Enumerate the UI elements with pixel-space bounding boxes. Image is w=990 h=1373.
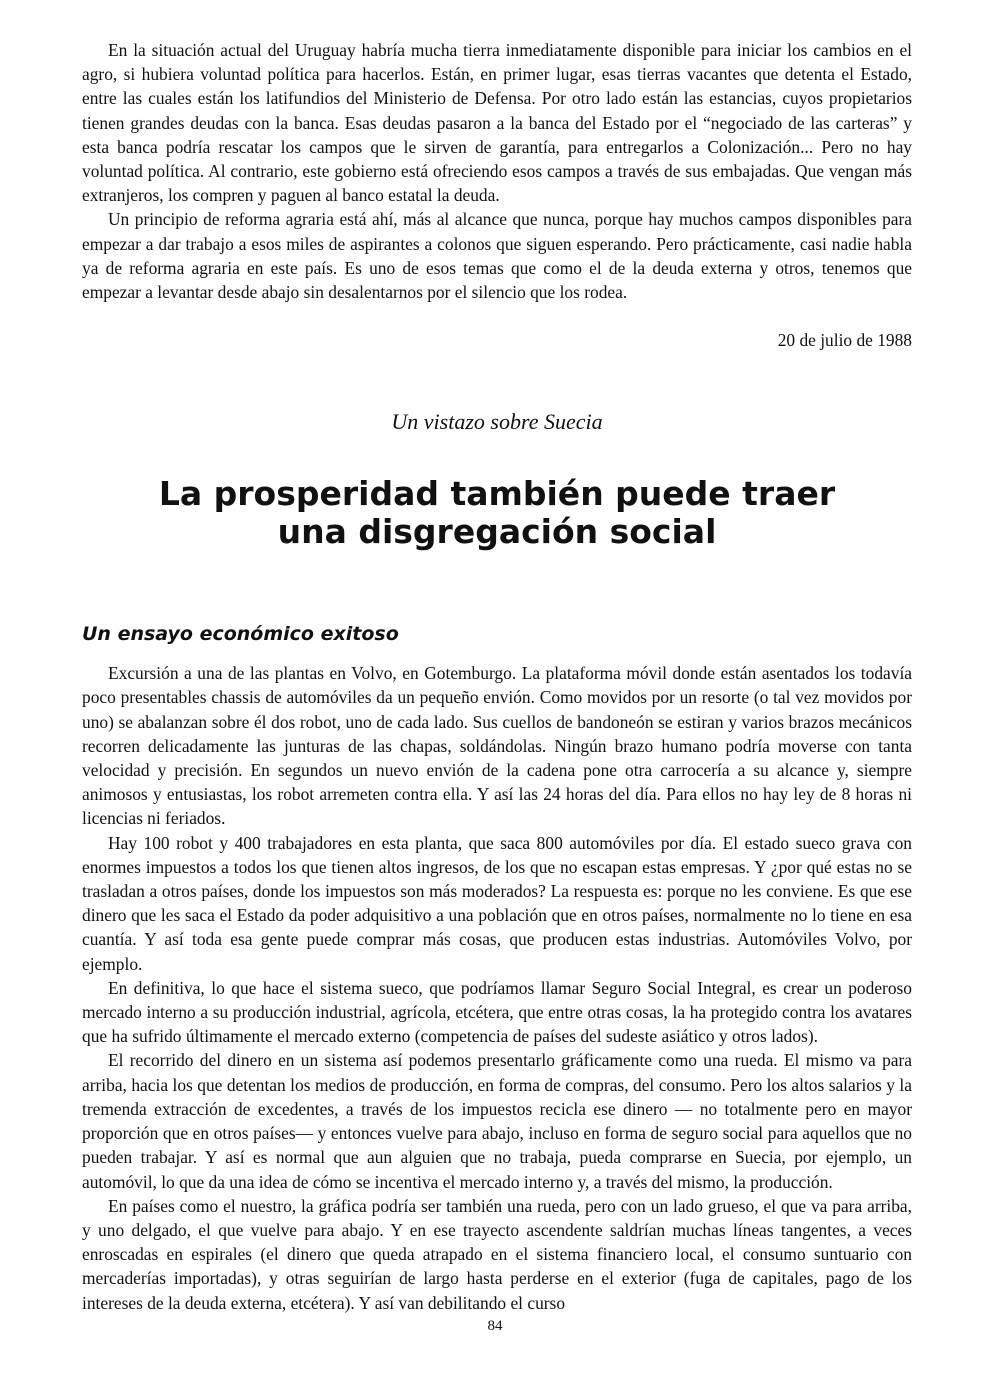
page-body <box>82 38 912 1315</box>
body-paragraph: Un principio de reforma agraria está ahí, más al alcance que nunca, porque hay muchos campos disponibles para empezar a dar trabajo a esos miles de aspirantes a colonos que siguen esperando. Pero prácticamente, casi nadie habla ya de reforma agraria en este país. Es uno de esos temas que como el de la deuda externa y otros, tenemos que empezar a levantar desde abajo sin desalentarnos por el silencio que los rodea. <box>82 209 912 303</box>
headline-line-2: una disgregación social <box>277 512 717 552</box>
body-paragraph: Excursión a una de las plantas en Volvo, en Gotemburgo. La plataforma móvil donde están asentados los todavía poco presentables chassis de automóviles da un pequeño envión. Como movidos por un resorte (o tal vez movidos por uno) se abalanzan sobre él dos robot, uno de cada lado. Sus cuellos de bandoneón se estiran y varios brazos mecánicos recorren delicadamente las junturas de las chapas, soldándolas. Ningún brazo humano podría moverse con tanta velocidad y precisión. En segundos un nuevo envión de la cadena pone otra carrocería a su alcance y, siempre animosos y entusiastas, los robot arremeten contra ella. Y así las 24 horas del día. Para ellos no hay ley de 8 horas ni licencias ni feriados. <box>82 663 912 829</box>
body-paragraph: Hay 100 robot y 400 trabajadores en esta planta, que saca 800 automóviles por día. El estado sueco grava con enormes impuestos a todos los que tienen altos ingresos, de los que no escapan estas empresas. Y ¿por qué estas no se trasladan a otros países, donde los impuestos son más moderados? La respuesta es: porque no les conviene. Es que ese dinero que les saca el Estado da poder adquisitivo a una población que en otros países, normalmente no lo tiene en esa cuantía. Y así toda esa gente puede comprar más cosas, que producen estas industrias. Automóviles Volvo, por ejemplo. <box>82 832 912 974</box>
article-date: 20 de julio de 1988 <box>777 330 912 351</box>
article-body <box>82 661 912 1314</box>
previous-article-ending <box>82 38 912 351</box>
article-kicker: Un vistazo sobre Suecia <box>391 409 603 435</box>
headline-line-1: La prosperidad también puede traer <box>158 474 836 514</box>
article <box>82 409 912 1314</box>
article-headline <box>82 475 912 551</box>
body-paragraph: En definitiva, lo que hace el sistema sueco, que podríamos llamar Seguro Social Integral, es crear un poderoso mercado interno a su producción industrial, agrícola, etcétera, que entre otras cosas, la ha protegido contra los avatares que ha sufrido últimamente el mercado externo (competencia de países del sudeste asiático y otros lados). <box>82 977 912 1047</box>
body-paragraph: En la situación actual del Uruguay habría mucha tierra inmediatamente disponible para iniciar los cambios en el agro, si hubiera voluntad política para hacerlos. Están, en primer lugar, esas tierras vacantes que detenta el Estado, entre las cuales están los latifundios del Ministerio de Defensa. Por otro lado están las estancias, cuyos propietarios tienen grandes deudas con la banca. Esas deudas pasaron a la banca del Estado por el “negociado de las carteras” y esta banca podría rescatar los campos que le sirven de garantía, para entregarlos a Colonización... Pero no hay voluntad política. Al contrario, este gobierno está ofreciendo esos campos a través de sus embajadas. Que vengan más extranjeros, los compren y paguen al banco estatal la deuda. <box>82 40 912 206</box>
section-subheading: Un ensayo económico exitoso <box>82 623 399 646</box>
body-paragraph: El recorrido del dinero en un sistema así podemos presentarlo gráficamente como una rueda. El mismo va para arriba, hacia los que detentan los medios de producción, en forma de compras, del consumo. Pero los altos salarios y la tremenda extracción de excedentes, a través de los impuestos recicla ese dinero — no totalmente pero en mayor proporción que en otros países— y entonces vuelve para abajo, incluso en forma de seguro social para aquellos que no pueden trabajar. Y así es normal que aun alguien que no trabaja, pueda comprarse en Suecia, por ejemplo, un automóvil, lo que da una idea de cómo se incentiva el mercado interno y, a través del mismo, la producción. <box>82 1050 912 1192</box>
body-paragraph: En países como el nuestro, la gráfica podría ser también una rueda, pero con un lado grueso, el que va para arriba, y uno delgado, el que vuelve para abajo. Y en ese trayecto ascendente saldrían muchas líneas tangentes, a veces enroscadas en espirales (el dinero que queda atrapado en el sistema financiero local, el consumo suntuario con mercaderías importadas), y otras seguirían de largo hasta perderse en el exterior (fuga de capitales, pago de los intereses de la deuda externa, etcétera). Y así van debilitando el curso <box>82 1195 912 1313</box>
page-number: 84 <box>487 1318 503 1334</box>
